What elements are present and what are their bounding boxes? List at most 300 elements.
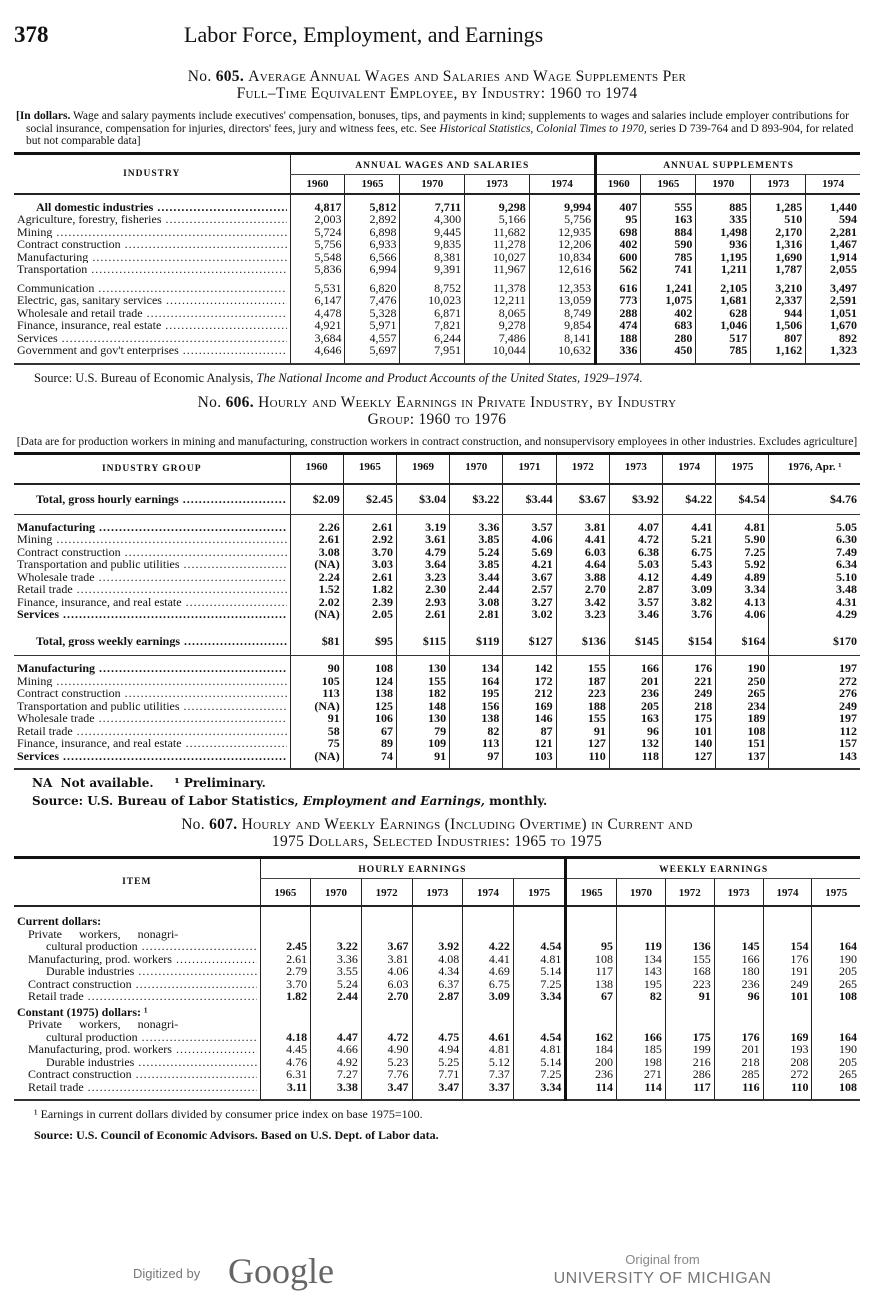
year-header: 1965	[260, 879, 311, 907]
cell-value: 2.92	[343, 533, 396, 546]
table-no-label: No.	[181, 816, 205, 833]
cell-value: 286	[665, 1068, 714, 1081]
cell-value: 3.88	[556, 571, 609, 584]
cell-value: 12,353	[529, 282, 595, 295]
headnote-italic: Historical Statistics, Colonial Times to 1970,	[439, 122, 647, 135]
headnote-text: Wage and salary payments include executives' compensation, bonuses, tips, and payments in kind; supplements to wages and salaries include employer contributions for social insurance, compensation for injuries, directors' fees, jury and witness fees, etc. See	[26, 110, 849, 135]
cell-value: 249	[763, 978, 812, 991]
cell-value: 114	[617, 1081, 666, 1094]
cell-value: 234	[716, 700, 769, 713]
row-label	[14, 737, 290, 750]
cell-value: 5.25	[412, 1056, 463, 1069]
row-label-text: cultural production .....	[46, 1031, 257, 1044]
cell-value: 236	[609, 687, 662, 700]
cell-value: 205	[609, 700, 662, 713]
cell-value: 3.57	[503, 521, 556, 534]
cell-value: 154	[763, 940, 812, 953]
cell-value: 113	[450, 737, 503, 750]
cell-value: 166	[714, 953, 763, 966]
cell-value: 1,787	[751, 263, 806, 276]
cell-value: 176	[714, 1031, 763, 1044]
cell-value: 3.42	[556, 596, 609, 609]
cell-value: 9,298	[465, 201, 530, 214]
google-logo: Google	[228, 1251, 334, 1291]
year-header: 1974	[529, 174, 595, 194]
cell-value: $136	[556, 627, 609, 656]
cell-value: 4.90	[361, 1043, 412, 1056]
cell-value: 7.25	[513, 978, 565, 991]
cell-value: 13,059	[529, 294, 595, 307]
row-label-text: Services .....	[17, 332, 287, 345]
cell-value: 132	[609, 737, 662, 750]
cell-value: 9,391	[400, 263, 465, 276]
cell-value: 5,697	[345, 344, 400, 357]
cell-value: 7.76	[361, 1068, 412, 1081]
group-header-weekly: WEEKLY EARNINGS	[566, 858, 860, 879]
cell-value: 201	[714, 1043, 763, 1056]
cell-value: 6.03	[361, 978, 412, 991]
cell-value: 1.82	[260, 990, 311, 1003]
cell-value: 3.36	[311, 953, 362, 966]
cell-value: 2.61	[396, 608, 449, 621]
table-row	[14, 213, 860, 226]
table-row	[14, 1031, 860, 1044]
cell-value: 4.75	[412, 1031, 463, 1044]
row-label-text: Contract construction .....	[17, 238, 287, 251]
cell-value: 1,241	[641, 282, 696, 295]
cell-value: 89	[343, 737, 396, 750]
table-605-source	[34, 371, 860, 386]
table-row	[14, 953, 860, 966]
cell-value: 109	[396, 737, 449, 750]
table-row	[14, 294, 860, 307]
table-605-title	[14, 68, 860, 102]
year-header: 1970	[696, 174, 751, 194]
cell-value: 3.02	[503, 608, 556, 621]
cell-value: 8,141	[529, 332, 595, 345]
cell-value: 198	[617, 1056, 666, 1069]
cell-value: $3.92	[609, 484, 662, 514]
cell-value: 236	[566, 1068, 617, 1081]
cell-value: 1,498	[696, 226, 751, 239]
cell-value: 5,756	[290, 238, 345, 251]
table-row-continued	[14, 928, 860, 941]
title-line-1: Hourly and Weekly Earnings in Private Industry, by Industry	[258, 393, 677, 411]
cell-value: 163	[641, 213, 696, 226]
cell-value: 3.44	[450, 571, 503, 584]
cell-value: 562	[596, 263, 641, 276]
cell-value: 5,166	[465, 213, 530, 226]
cell-value: 2.02	[290, 596, 343, 609]
row-label-text: Transportation and public utilities .....	[17, 700, 287, 713]
source-text: Source: U.S. Bureau of Labor Statistics,	[32, 794, 299, 808]
group-header-supplements: ANNUAL SUPPLEMENTS	[596, 153, 860, 174]
cell-value: 138	[343, 687, 396, 700]
cell-value: 1,046	[696, 319, 751, 332]
cell-value: 3.38	[311, 1081, 362, 1094]
cell-value: 2.87	[412, 990, 463, 1003]
cell-value: 96	[609, 725, 662, 738]
row-label-text: Mining .....	[17, 226, 287, 239]
cell-value: $115	[396, 627, 449, 656]
table-606-title	[14, 394, 860, 428]
cell-value: 250	[716, 675, 769, 688]
cell-value: 5.43	[663, 558, 716, 571]
cell-value: 2.57	[503, 583, 556, 596]
row-label-text: Transportation .....	[17, 263, 287, 276]
cell-value: 10,834	[529, 251, 595, 264]
row-label-text: Mining .....	[17, 675, 287, 688]
cell-value: 172	[503, 675, 556, 688]
cell-value: 600	[596, 251, 641, 264]
cell-value: 2.70	[556, 583, 609, 596]
cell-value: 555	[641, 201, 696, 214]
row-label	[14, 978, 260, 991]
cell-value: 3.46	[609, 608, 662, 621]
cell-value: 6.38	[609, 546, 662, 559]
row-label-text: Manufacturing .....	[17, 251, 287, 264]
cell-value: 6,933	[345, 238, 400, 251]
table-607-source: Source: U.S. Council of Economic Advisors. Based on U.S. Dept. of Labor data.	[34, 1128, 439, 1142]
cell-value: (NA)	[290, 558, 343, 571]
cell-value: 114	[566, 1081, 617, 1094]
cell-value: 5,548	[290, 251, 345, 264]
row-label-text: Manufacturing, prod. workers .....	[28, 953, 257, 966]
year-header: 1960	[290, 454, 343, 485]
cell-value: 616	[596, 282, 641, 295]
row-label	[14, 571, 290, 584]
cell-value: $145	[609, 627, 662, 656]
cell-value: 4.06	[716, 608, 769, 621]
cell-value: $127	[503, 627, 556, 656]
row-label-text: Contract construction .....	[17, 546, 287, 559]
cell-value: $3.22	[450, 484, 503, 514]
cell-value: 785	[696, 344, 751, 357]
cell-value: 4.49	[663, 571, 716, 584]
cell-value: 5,836	[290, 263, 345, 276]
cell-value: $4.54	[716, 484, 769, 514]
cell-value: 1,162	[751, 344, 806, 357]
cell-value: 4.18	[260, 1031, 311, 1044]
row-label	[14, 1031, 260, 1044]
cell-value: 108	[343, 662, 396, 675]
cell-value: 12,616	[529, 263, 595, 276]
cell-value: 7,951	[400, 344, 465, 357]
cell-value: 155	[665, 953, 714, 966]
year-header: 1975	[716, 454, 769, 485]
cell-value: 4.81	[513, 953, 565, 966]
cell-value: 1,670	[806, 319, 860, 332]
cell-value: 216	[665, 1056, 714, 1069]
table-row	[14, 940, 860, 953]
cell-value: 103	[503, 750, 556, 763]
cell-value: 450	[641, 344, 696, 357]
table-row	[14, 319, 860, 332]
row-label-text: Wholesale and retail trade .....	[17, 307, 287, 320]
original-from-label: Original from	[625, 1252, 700, 1267]
table-row	[14, 533, 860, 546]
row-label	[14, 533, 290, 546]
row-label-text: Services .....	[17, 608, 287, 621]
table-row	[14, 263, 860, 276]
cell-value: 741	[641, 263, 696, 276]
cell-value: 4.66	[311, 1043, 362, 1056]
table-row	[14, 1068, 860, 1081]
cell-value: 11,378	[465, 282, 530, 295]
cell-value: 164	[812, 1031, 860, 1044]
cell-value: 4.29	[769, 608, 860, 621]
cell-value: 2,337	[751, 294, 806, 307]
cell-value: 119	[617, 940, 666, 953]
table-607-title	[14, 816, 860, 850]
cell-value: 176	[763, 953, 812, 966]
cell-value: 221	[663, 675, 716, 688]
cell-value: 807	[751, 332, 806, 345]
cell-value: 4.31	[769, 596, 860, 609]
cell-value: 3.34	[513, 990, 565, 1003]
cell-value: 175	[665, 1031, 714, 1044]
year-header: 1970	[450, 454, 503, 485]
cell-value: 3.11	[260, 1081, 311, 1094]
cell-value: 11,682	[465, 226, 530, 239]
cell-value: 91	[396, 750, 449, 763]
cell-value: $95	[343, 627, 396, 656]
cell-value: 145	[714, 940, 763, 953]
cell-value: 3.85	[450, 533, 503, 546]
year-header: 1972	[665, 879, 714, 907]
cell-value: 125	[343, 700, 396, 713]
cell-value: $81	[290, 627, 343, 656]
cell-value: 182	[396, 687, 449, 700]
cell-value: 146	[503, 712, 556, 725]
cell-value: 474	[596, 319, 641, 332]
cell-value: 143	[617, 965, 666, 978]
cell-value: 5.24	[450, 546, 503, 559]
cell-value: 184	[566, 1043, 617, 1056]
cell-value: 4.34	[412, 965, 463, 978]
cell-value: 249	[663, 687, 716, 700]
cell-value: 4.94	[412, 1043, 463, 1056]
cell-value: 4.81	[716, 521, 769, 534]
cell-value: 773	[596, 294, 641, 307]
cell-value: 200	[566, 1056, 617, 1069]
cell-value: 402	[596, 238, 641, 251]
cell-value: 4.69	[463, 965, 514, 978]
row-label-text: Retail trade .....	[28, 1081, 257, 1094]
year-header: 1965	[343, 454, 396, 485]
cell-value: $4.22	[663, 484, 716, 514]
year-header: 1974	[663, 454, 716, 485]
group-header-wages: ANNUAL WAGES AND SALARIES	[290, 153, 596, 174]
cell-value: 7.37	[463, 1068, 514, 1081]
cell-value: 4.21	[503, 558, 556, 571]
cell-value: 108	[716, 725, 769, 738]
cell-value: 265	[812, 1068, 860, 1081]
cell-value: 6,994	[345, 263, 400, 276]
row-label-text: Retail trade .....	[17, 725, 287, 738]
row-label	[14, 990, 260, 1003]
cell-value: 101	[763, 990, 812, 1003]
row-label-text: Contract construction .....	[28, 1068, 257, 1081]
section-heading-row	[14, 1003, 860, 1019]
cell-value: 236	[714, 978, 763, 991]
row-label	[14, 627, 290, 656]
cell-value: 96	[714, 990, 763, 1003]
cell-value: 5.12	[463, 1056, 514, 1069]
cell-value: 9,854	[529, 319, 595, 332]
cell-value: 4.81	[513, 1043, 565, 1056]
cell-value: 5.03	[609, 558, 662, 571]
section-heading: Current dollars:	[17, 914, 102, 928]
cell-value: 205	[812, 965, 860, 978]
row-label	[14, 226, 290, 239]
cell-value: 134	[617, 953, 666, 966]
row-label-text: Electric, gas, sanitary services .....	[17, 294, 287, 307]
cell-value: 2.26	[290, 521, 343, 534]
cell-value: 7.25	[716, 546, 769, 559]
cell-value: 90	[290, 662, 343, 675]
cell-value: 5,971	[345, 319, 400, 332]
cell-value: 112	[769, 725, 860, 738]
cell-value: 193	[763, 1043, 812, 1056]
cell-value: 2.79	[260, 965, 311, 978]
cell-value: 127	[556, 737, 609, 750]
cell-value: 9,994	[529, 201, 595, 214]
cell-value: 5.90	[716, 533, 769, 546]
table-605	[14, 152, 860, 365]
cell-value: 5,724	[290, 226, 345, 239]
cell-value: 3,210	[751, 282, 806, 295]
cell-value: 335	[696, 213, 751, 226]
cell-value: 3.09	[463, 990, 514, 1003]
cell-value: 169	[503, 700, 556, 713]
table-row	[14, 687, 860, 700]
cell-value: 12,211	[465, 294, 530, 307]
cell-value: 223	[556, 687, 609, 700]
cell-value: 3.82	[663, 596, 716, 609]
table-row	[14, 558, 860, 571]
cell-value: 106	[343, 712, 396, 725]
cell-value: 3.47	[412, 1081, 463, 1094]
cell-value: 936	[696, 238, 751, 251]
cell-value: 271	[617, 1068, 666, 1081]
cell-value: 4.06	[503, 533, 556, 546]
cell-value: $119	[450, 627, 503, 656]
cell-value: 134	[450, 662, 503, 675]
table-no-label: No.	[197, 393, 222, 411]
cell-value: 1,506	[751, 319, 806, 332]
cell-value: 8,752	[400, 282, 465, 295]
cell-value: 1,323	[806, 344, 860, 357]
cell-value: 885	[696, 201, 751, 214]
table-row	[14, 712, 860, 725]
row-label	[14, 307, 290, 320]
cell-value: 2,892	[345, 213, 400, 226]
cell-value: 1.52	[290, 583, 343, 596]
row-label	[14, 213, 290, 226]
cell-value: $154	[663, 627, 716, 656]
cell-value: 2,055	[806, 263, 860, 276]
row-label-text: Finance, insurance, and real estate .....	[17, 737, 287, 750]
row-label-text: Contract construction .....	[17, 687, 287, 700]
row-label	[14, 675, 290, 688]
cell-value: 168	[665, 965, 714, 978]
cell-value: 157	[769, 737, 860, 750]
cell-value: 4,557	[345, 332, 400, 345]
row-label	[14, 251, 290, 264]
cell-value: 218	[663, 700, 716, 713]
cell-value: $3.67	[556, 484, 609, 514]
cell-value: 1,051	[806, 307, 860, 320]
cell-value: 6,898	[345, 226, 400, 239]
cell-value: 4.22	[463, 940, 514, 953]
stub-header: INDUSTRY GROUP	[14, 454, 290, 485]
cell-value: 6,871	[400, 307, 465, 320]
cell-value: 195	[450, 687, 503, 700]
cell-value: $164	[716, 627, 769, 656]
cell-value: 197	[769, 712, 860, 725]
row-label-text: Total, gross hourly earnings .....	[36, 493, 287, 506]
cell-value: 7.25	[513, 1068, 565, 1081]
title-line-2: 1975 Dollars, Selected Industries: 1965 to 1975	[271, 833, 603, 850]
cell-value: 75	[290, 737, 343, 750]
row-label-text: Services .....	[17, 750, 287, 763]
cell-value: 4,646	[290, 344, 345, 357]
cell-value: 9,835	[400, 238, 465, 251]
row-label	[14, 1068, 260, 1081]
title-line-2: Full–Time Equivalent Employee, by Industry: 1960 to 1974	[236, 85, 638, 102]
table-row	[14, 750, 860, 763]
row-label-text: All domestic industries .....	[36, 201, 287, 214]
row-label-text: Wholesale trade .....	[17, 712, 287, 725]
row-label-text: Government and gov't enterprises .....	[17, 344, 287, 357]
cell-value: $2.09	[290, 484, 343, 514]
cell-value: 9,278	[465, 319, 530, 332]
cell-value: 166	[609, 662, 662, 675]
cell-value: 2.05	[343, 608, 396, 621]
cell-value: 124	[343, 675, 396, 688]
table-row-continued	[14, 1018, 860, 1031]
cell-value: $3.04	[396, 484, 449, 514]
cell-value: 3.23	[396, 571, 449, 584]
cell-value: 108	[566, 953, 617, 966]
total-row	[14, 627, 860, 656]
table-number: 605.	[215, 68, 245, 85]
year-header: 1976, Apr. ¹	[769, 454, 860, 485]
cell-value: 87	[503, 725, 556, 738]
year-header: 1973	[714, 879, 763, 907]
cell-value: 118	[609, 750, 662, 763]
headnote-end: series D 739-764 and D 893-904, for related but not comparable data]	[26, 122, 854, 147]
page-number: 378	[14, 22, 49, 47]
cell-value: 272	[763, 1068, 812, 1081]
cell-value: 7,486	[465, 332, 530, 345]
cell-value: 280	[641, 332, 696, 345]
table-row	[14, 990, 860, 1003]
cell-value: 402	[641, 307, 696, 320]
cell-value: 4.64	[556, 558, 609, 571]
stub-header: ITEM	[14, 858, 260, 907]
cell-value: 9,445	[400, 226, 465, 239]
cell-value: 3.61	[396, 533, 449, 546]
section-heading-row	[14, 906, 860, 928]
row-label	[14, 263, 290, 276]
title-line-1: Average Annual Wages and Salaries and Wage Supplements Per	[248, 68, 687, 85]
cell-value: (NA)	[290, 750, 343, 763]
cell-value: 7,476	[345, 294, 400, 307]
cell-value: 3.70	[260, 978, 311, 991]
cell-value: 944	[751, 307, 806, 320]
